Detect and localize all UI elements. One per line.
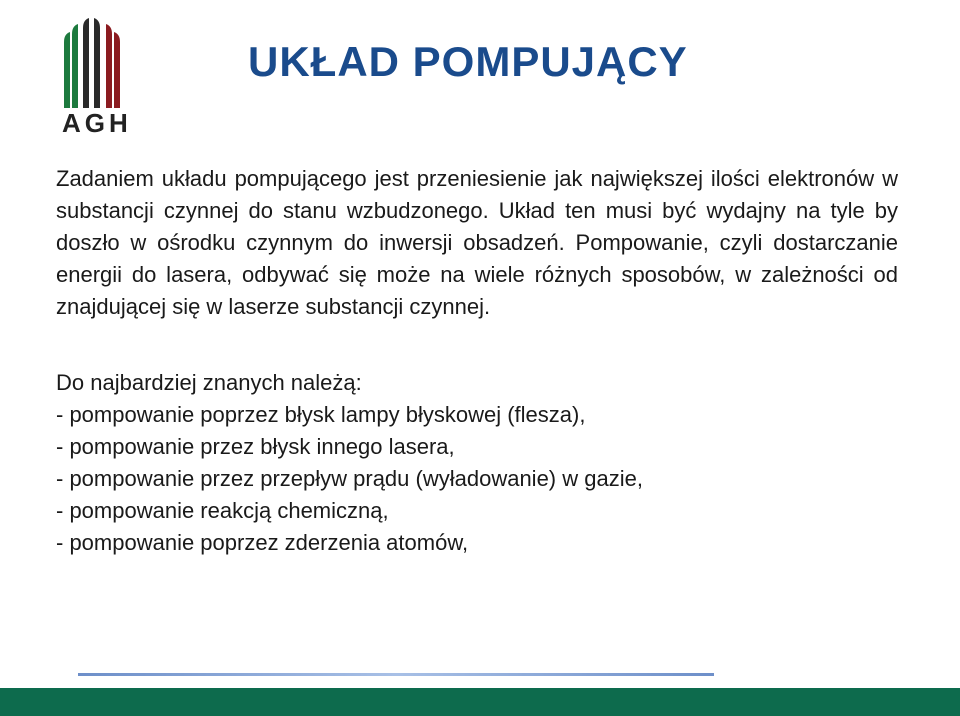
footer-divider bbox=[78, 673, 714, 676]
agh-logo-graphic bbox=[58, 12, 128, 112]
footer-bar bbox=[0, 688, 960, 716]
list-intro: Do najbardziej znanych należą: bbox=[56, 370, 362, 395]
description-paragraph: Zadaniem układu pompującego jest przeniesienie jak największej ilości elektronów w substancji czynnej do stanu wzbudzonego. Układ ten musi być wydajny na tyle by doszło w ośrodku czynnym do inwersji obsadzeń. Pompowanie, czyli dostarczanie energii do lasera, odbywać się może na wiele różnych sposobów, w zależności od znajdującej się w laserze substancji czynnej. bbox=[56, 166, 898, 319]
pumping-methods-list bbox=[56, 399, 898, 559]
list-item: - pompowanie poprzez błysk lampy błyskowej (flesza), bbox=[56, 402, 586, 427]
page-title: UKŁAD POMPUJĄCY bbox=[248, 38, 688, 85]
list-item: - pompowanie reakcją chemiczną, bbox=[56, 498, 389, 523]
list-item: - pompowanie poprzez zderzenia atomów, bbox=[56, 530, 469, 555]
list-item: - pompowanie przez przepływ prądu (wyładowanie) w gazie, bbox=[56, 466, 643, 491]
content-body bbox=[56, 163, 898, 559]
list-item: - pompowanie przez błysk innego lasera, bbox=[56, 434, 455, 459]
logo-text: AGH bbox=[62, 108, 132, 138]
